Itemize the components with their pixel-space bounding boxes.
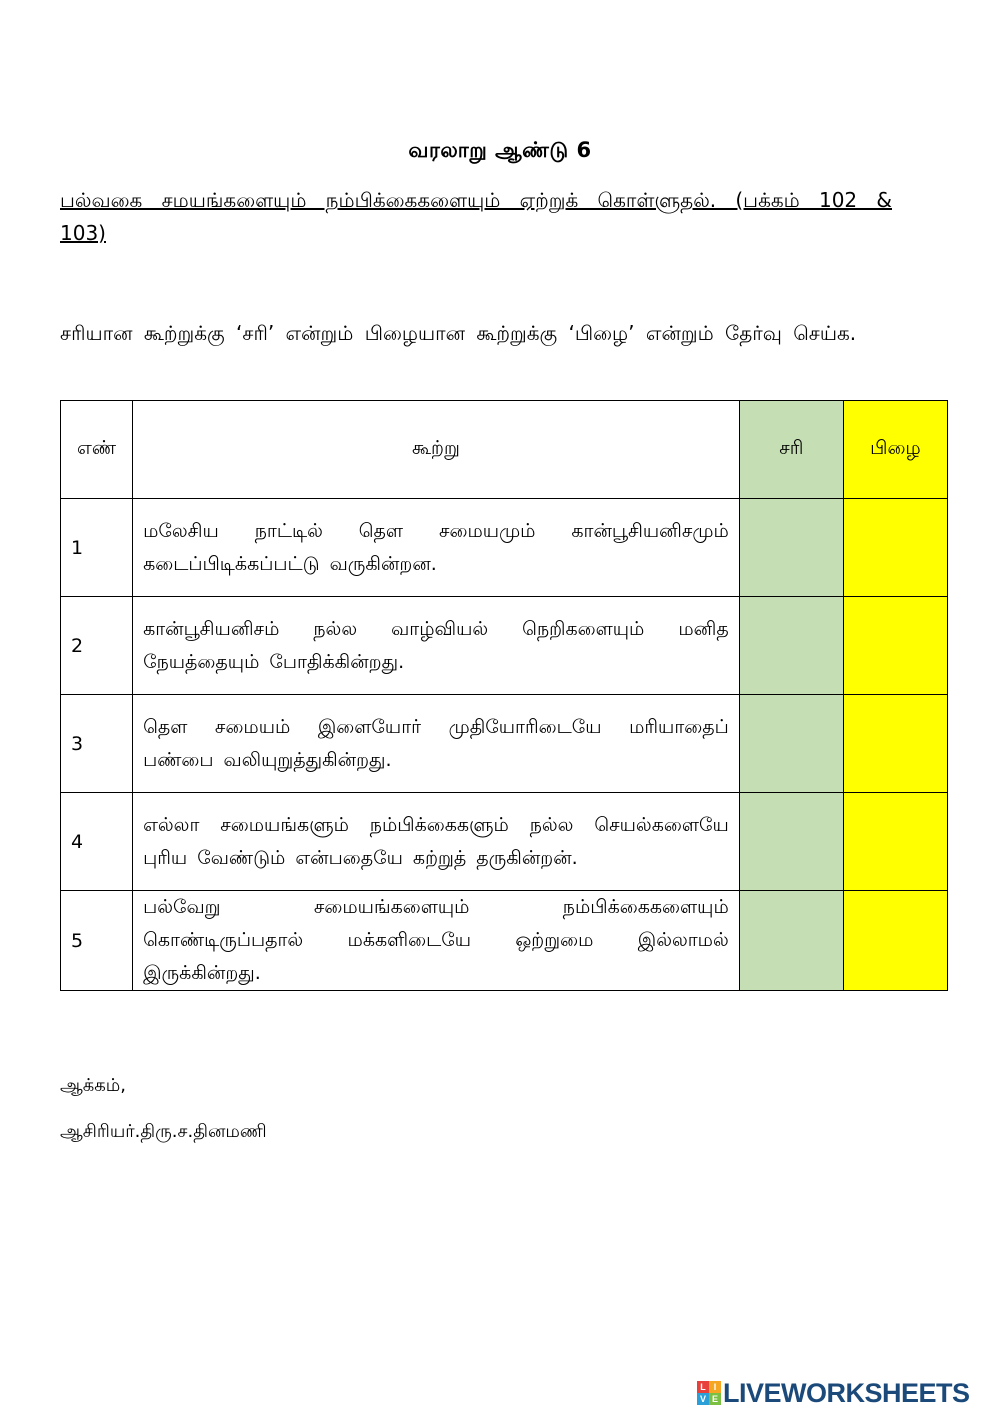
row-statement: எல்லா சமையங்களும் நம்பிக்கைகளும் நல்ல செயல்களையே புரிய வேண்டும் என்பதையே கற்றுத் தருகின்றன்.: [133, 793, 740, 891]
header-true: சரி: [739, 401, 843, 499]
table-row: [61, 597, 948, 695]
row-statement: மலேசிய நாட்டில் தௌ சமையமும் கான்பூசியனிசமும் கடைப்பிடிக்கப்பட்டு வருகின்றன.: [133, 499, 740, 597]
author-name: ஆசிரியர்.திரு.ச.தினமணி: [60, 1121, 267, 1142]
row-number: 2: [61, 597, 133, 695]
table-row: [61, 695, 948, 793]
worksheet-subtitle: பல்வகை சமயங்களையும் நம்பிக்கைகளையும் ஏற்றுக் கொள்ளுதல். (பக்கம் 102 & 103): [60, 188, 892, 245]
logo-tile: I: [709, 1381, 721, 1393]
liveworksheets-wordmark: LIVEWORKSHEETS: [723, 1377, 970, 1408]
author-label: ஆக்கம்,: [60, 1075, 126, 1096]
false-answer-cell[interactable]: [843, 695, 947, 793]
true-false-table: [60, 400, 948, 991]
logo-tile: L: [697, 1381, 709, 1393]
table-row: [61, 499, 948, 597]
header-false: பிழை: [843, 401, 947, 499]
row-number: 5: [61, 891, 133, 991]
table-header-row: [61, 401, 948, 499]
worksheet-title: வரலாறு ஆண்டு 6: [408, 138, 592, 162]
logo-tile: E: [709, 1393, 721, 1405]
header-statement: கூற்று: [133, 401, 740, 499]
row-number: 4: [61, 793, 133, 891]
true-answer-cell[interactable]: [739, 695, 843, 793]
row-number: 3: [61, 695, 133, 793]
instruction-text: சரியான கூற்றுக்கு ‘சரி’ என்றும் பிழையான கூற்றுக்கு ‘பிழை’ என்றும் தேர்வு செய்க.: [60, 321, 857, 345]
liveworksheets-logo[interactable]: [697, 1378, 970, 1408]
row-number: 1: [61, 499, 133, 597]
false-answer-cell[interactable]: [843, 891, 947, 991]
logo-tile: V: [697, 1393, 709, 1405]
true-answer-cell[interactable]: [739, 793, 843, 891]
true-answer-cell[interactable]: [739, 499, 843, 597]
false-answer-cell[interactable]: [843, 793, 947, 891]
table-row: [61, 891, 948, 991]
liveworksheets-logo-icon: [697, 1381, 721, 1405]
row-statement: பல்வேறு சமையங்களையும் நம்பிக்கைகளையும் கொண்டிருப்பதால் மக்களிடையே ஒற்றுமை இல்லாமல் இருக்கின்றது.: [133, 891, 740, 991]
false-answer-cell[interactable]: [843, 597, 947, 695]
table-row: [61, 793, 948, 891]
header-number: எண்: [61, 401, 133, 499]
row-statement: கான்பூசியனிசம் நல்ல வாழ்வியல் நெறிகளையும் மனித நேயத்தையும் போதிக்கின்றது.: [133, 597, 740, 695]
true-answer-cell[interactable]: [739, 891, 843, 991]
true-answer-cell[interactable]: [739, 597, 843, 695]
false-answer-cell[interactable]: [843, 499, 947, 597]
row-statement: தௌ சமையம் இளையோர் முதியோரிடையே மரியாதைப் பண்பை வலியுறுத்துகின்றது.: [133, 695, 740, 793]
